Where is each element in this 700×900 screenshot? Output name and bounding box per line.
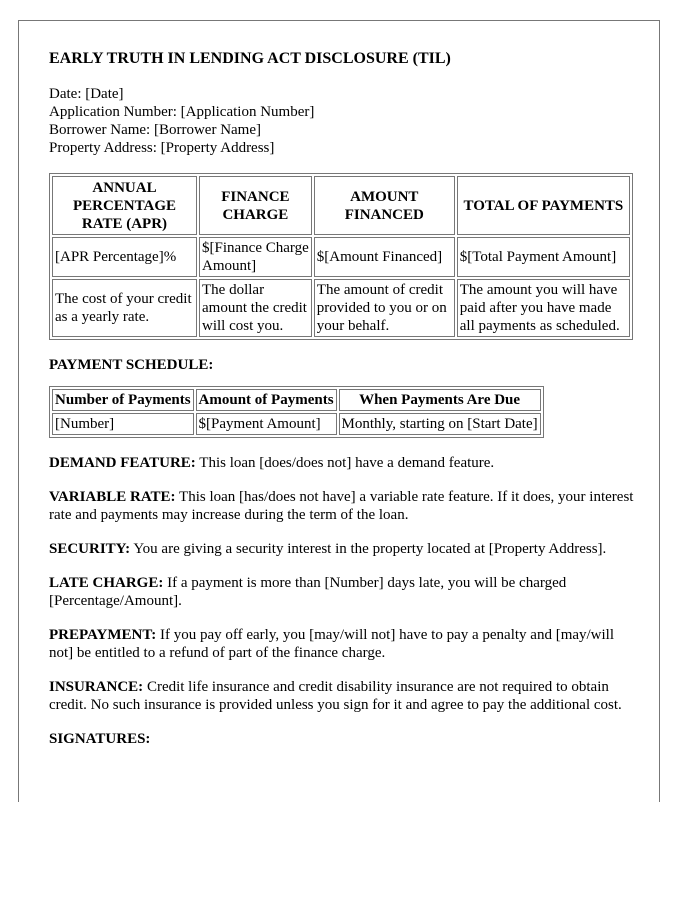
finance-charge-header: FINANCE CHARGE xyxy=(199,176,312,235)
total-payments-value: $[Total Payment Amount] xyxy=(457,237,630,277)
security-label: SECURITY: xyxy=(49,541,131,557)
document-page xyxy=(18,20,660,802)
security-text: You are giving a security interest in the property located at [Property Address]. xyxy=(130,541,607,557)
borrower-name-line: Borrower Name: [Borrower Name] xyxy=(49,122,261,138)
late-charge-section xyxy=(49,574,639,610)
late-charge-text: If a payment is more than [Number] days late, you will be charged [Percentage/Amount]. xyxy=(49,575,567,609)
property-address-line: Property Address: [Property Address] xyxy=(49,140,275,156)
insurance-section xyxy=(49,678,639,714)
document-title: EARLY TRUTH IN LENDING ACT DISCLOSURE (TIL) xyxy=(49,50,451,67)
amount-financed-value: $[Amount Financed] xyxy=(314,237,455,277)
disclosure-header-row xyxy=(52,176,630,235)
amount-financed-header: AMOUNT FINANCED xyxy=(314,176,455,235)
prepayment-text: If you pay off early, you [may/will not] have to pay a penalty and [may/will not] be entitled to a refund of part of the finance charge. xyxy=(49,627,615,661)
demand-feature-section xyxy=(49,454,639,472)
disclosure-table xyxy=(49,173,633,340)
demand-feature-label: DEMAND FEATURE: xyxy=(49,455,196,471)
number-of-payments-header: Number of Payments xyxy=(52,389,194,411)
apr-description: The cost of your credit as a yearly rate. xyxy=(52,279,197,337)
total-payments-description: The amount you will have paid after you have made all payments as scheduled. xyxy=(457,279,630,337)
prepayment-label: PREPAYMENT: xyxy=(49,627,157,643)
application-number-line: Application Number: [Application Number] xyxy=(49,104,315,120)
payment-schedule-heading: PAYMENT SCHEDULE: xyxy=(49,357,214,373)
payment-schedule-table xyxy=(49,386,544,438)
late-charge-label: LATE CHARGE: xyxy=(49,575,164,591)
when-due-value: Monthly, starting on [Start Date] xyxy=(339,413,541,435)
insurance-text: Credit life insurance and credit disability insurance are not required to obtain credit. No such insurance is provided unless you sign for it and agree to pay the additional cost. xyxy=(49,679,622,713)
amount-of-payments-header: Amount of Payments xyxy=(196,389,337,411)
total-payments-header: TOTAL OF PAYMENTS xyxy=(457,176,630,235)
insurance-label: INSURANCE: xyxy=(49,679,144,695)
disclosure-description-row xyxy=(52,279,630,337)
document-content xyxy=(49,49,639,760)
schedule-header-row xyxy=(52,389,541,411)
date-line: Date: [Date] xyxy=(49,86,124,102)
number-of-payments-value: [Number] xyxy=(52,413,194,435)
amount-financed-description: The amount of credit provided to you or on your behalf. xyxy=(314,279,455,337)
signatures-heading: SIGNATURES: xyxy=(49,731,151,747)
apr-header: ANNUAL PERCENTAGE RATE (APR) xyxy=(52,176,197,235)
security-section xyxy=(49,540,639,558)
variable-rate-text: This loan [has/does not have] a variable rate feature. If it does, your interest rate and payments may increase during the term of the loan. xyxy=(49,489,634,523)
when-due-header: When Payments Are Due xyxy=(339,389,541,411)
variable-rate-section xyxy=(49,488,639,524)
schedule-row xyxy=(52,413,541,435)
disclosure-value-row xyxy=(52,237,630,277)
variable-rate-label: VARIABLE RATE: xyxy=(49,489,176,505)
finance-charge-value: $[Finance Charge Amount] xyxy=(199,237,312,277)
amount-of-payments-value: $[Payment Amount] xyxy=(196,413,337,435)
document-meta xyxy=(49,85,639,157)
apr-value: [APR Percentage]% xyxy=(52,237,197,277)
demand-feature-text: This loan [does/does not] have a demand feature. xyxy=(195,455,495,471)
finance-charge-description: The dollar amount the credit will cost you. xyxy=(199,279,312,337)
prepayment-section xyxy=(49,626,639,662)
